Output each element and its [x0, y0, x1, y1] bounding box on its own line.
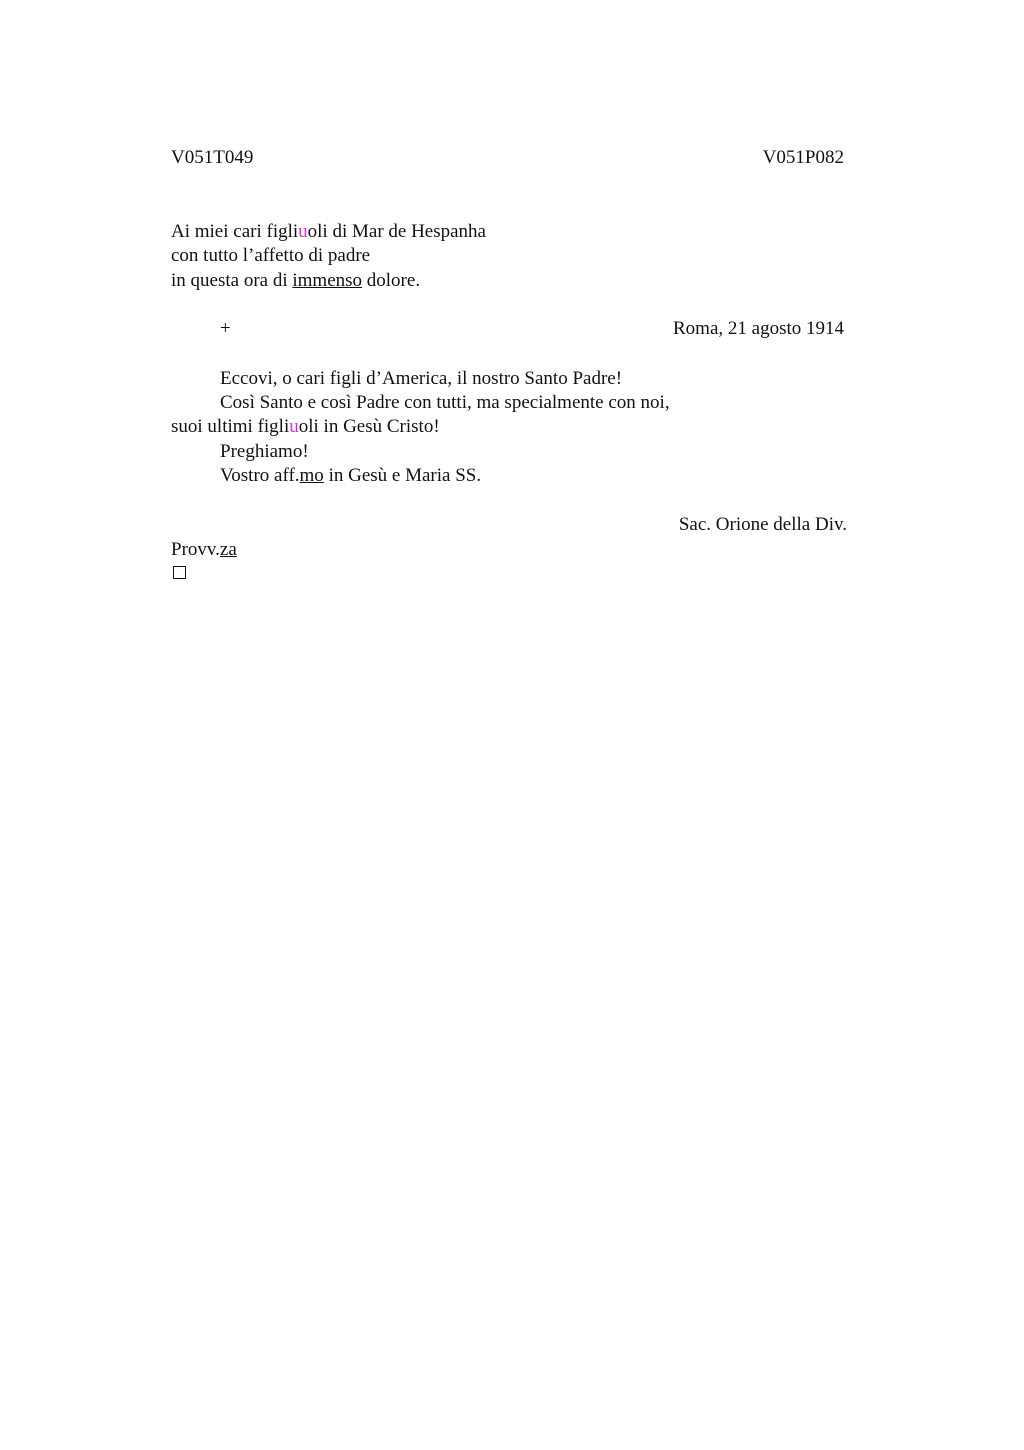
underlined-abbrev: za	[219, 539, 237, 560]
empty-square-icon	[173, 566, 186, 579]
dedication-text: oli di Mar de Hespanha	[307, 221, 486, 242]
signature-line-1: Sac. Orione della Div.	[678, 514, 847, 535]
highlighted-letter: u	[289, 416, 299, 437]
dedication-line-3	[171, 269, 420, 293]
dedication-text: in questa ora di	[171, 270, 293, 291]
body-text: Vostro aff.	[220, 465, 300, 486]
dedication-text: dolore.	[362, 270, 421, 291]
body-text: suoi ultimi figli	[171, 416, 290, 437]
place-date: Roma, 21 agosto 1914	[673, 318, 844, 339]
body-paragraph-2: Così Santo e così Padre con tutti, ma specialmente con noi,	[220, 392, 670, 413]
underlined-abbrev: mo	[299, 465, 324, 486]
dedication-text: Ai miei cari figli	[171, 221, 299, 242]
signature-text: Provv.	[171, 539, 220, 560]
body-paragraph-3	[171, 415, 440, 439]
body-text: in Gesù e Maria SS.	[323, 465, 482, 486]
cross-mark: +	[220, 318, 231, 339]
body-text: oli in Gesù Cristo!	[298, 416, 440, 437]
underlined-word: immenso	[292, 270, 363, 291]
highlighted-letter: u	[298, 221, 308, 242]
body-paragraph-1: Eccovi, o cari figli d’America, il nostro Santo Padre!	[220, 368, 623, 389]
document-code-left: V051T049	[171, 147, 254, 168]
dedication-line-1	[171, 220, 486, 244]
body-paragraph-5	[220, 464, 481, 488]
body-paragraph-4: Preghiamo!	[220, 441, 309, 462]
document-code-right: V051P082	[762, 147, 844, 168]
dedication-line-2: con tutto l’affetto di padre	[171, 245, 371, 266]
signature-line-2	[171, 538, 237, 562]
